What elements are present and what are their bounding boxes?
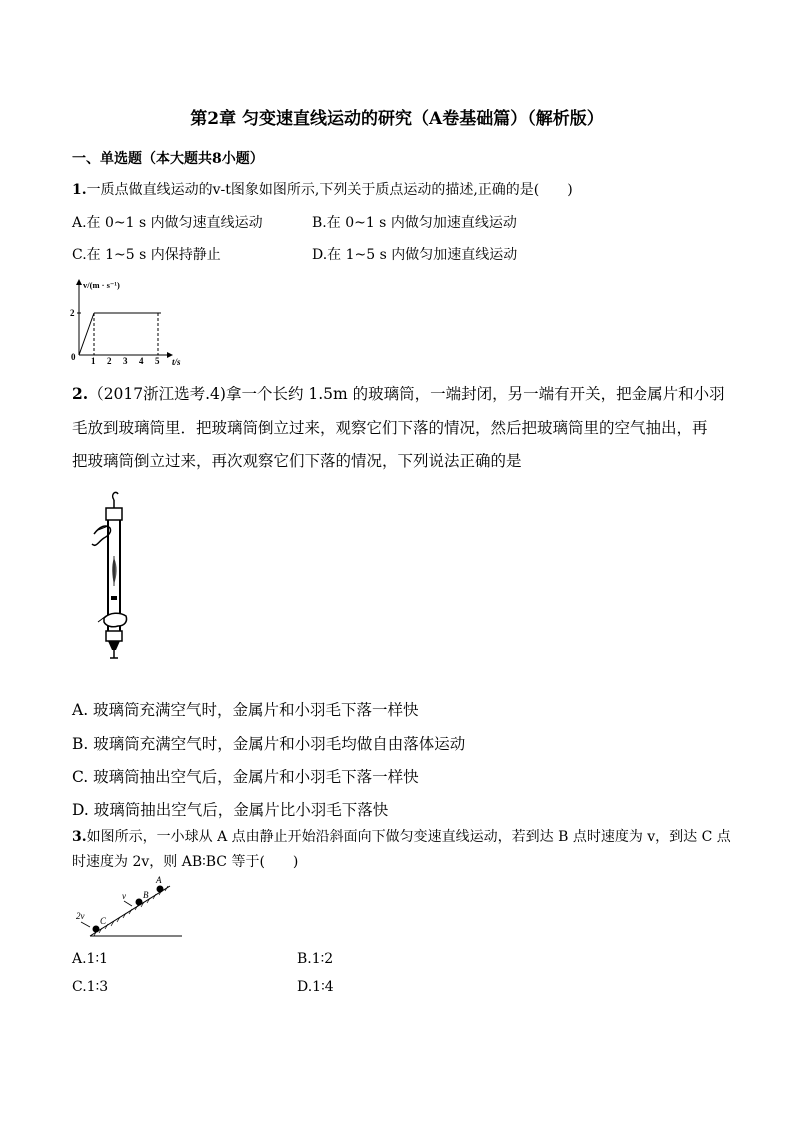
- graph-origin: 0: [71, 352, 76, 362]
- xtick-4: 4: [139, 356, 144, 366]
- question-3-number: 3.: [72, 829, 87, 845]
- label-2v: 2v: [76, 911, 85, 921]
- label-v: v: [122, 891, 126, 901]
- graph-ytick-2: 2: [70, 308, 75, 318]
- arrow-2v: [81, 922, 90, 927]
- q2-option-a[interactable]: A. 玻璃筒充满空气时，金属片和小羽毛下落一样快: [72, 701, 419, 719]
- ball-b: [136, 899, 143, 906]
- label-c: C: [100, 916, 107, 926]
- section-heading: 一、单选题（本大题共8小题）: [72, 151, 264, 167]
- ball-c: [93, 926, 100, 933]
- q1-option-a[interactable]: A.在 0~1 s 内做匀速直线运动: [72, 215, 263, 231]
- label-a: A: [156, 875, 162, 885]
- xtick-2: 2: [107, 356, 112, 366]
- arrow-v: [124, 901, 132, 906]
- question-1-number: 1.: [72, 182, 87, 198]
- question-2-line-1: 2.（2017浙江选考.4)拿一个长约 1.5m 的玻璃筒，一端封闭，另一端有开关，把金属片和小羽: [72, 384, 725, 403]
- q2-option-d[interactable]: D. 玻璃筒抽出空气后，金属片比小羽毛下落快: [72, 801, 389, 819]
- question-3-line-2: 时速度为 2v，则 AB∶BC 等于( ): [72, 854, 299, 870]
- question-3-line-1: 3.如图所示，一小球从 A 点由静止开始沿斜面向下做匀变速直线运动，若到达 B 点时速度为 v，到达 C 点: [72, 829, 731, 845]
- q1-vt-graph: [68, 276, 198, 368]
- graph-ylabel: v/(m · s⁻¹): [83, 280, 120, 290]
- q3-option-b[interactable]: B.1∶2: [297, 951, 334, 967]
- question-1-stem: [72, 179, 573, 199]
- q2-glass-tube-figure: [84, 486, 144, 666]
- xtick-5: 5: [155, 356, 160, 366]
- question-2-line-2: 毛放到玻璃筒里．把玻璃筒倒立过来，观察它们下落的情况，然后把玻璃筒里的空气抽出，再: [72, 419, 708, 437]
- question-2-number: 2.: [72, 384, 89, 403]
- q1-option-b[interactable]: B.在 0~1 s 内做匀加速直线运动: [312, 215, 517, 231]
- xtick-3: 3: [123, 356, 128, 366]
- q3-option-c[interactable]: C.1∶3: [72, 979, 109, 995]
- vt-line-ramp: [79, 313, 94, 355]
- question-2-line-3: 把玻璃筒倒立过来，再次观察它们下落的情况，下列说法正确的是: [72, 452, 522, 470]
- label-b: B: [143, 890, 149, 900]
- graph-xlabel: t/s: [172, 357, 181, 367]
- page-title: 第2章 匀变速直线运动的研究（A卷基础篇）（解析版）: [190, 109, 604, 129]
- q2-option-c[interactable]: C. 玻璃筒抽出空气后，金属片和小羽毛下落一样快: [72, 768, 419, 786]
- q2-option-b[interactable]: B. 玻璃筒充满空气时，金属片和小羽毛均做自由落体运动: [72, 735, 466, 753]
- ball-a: [157, 886, 164, 893]
- q1-option-c[interactable]: C.在 1~5 s 内保持静止: [72, 247, 221, 263]
- xtick-1: 1: [91, 356, 96, 366]
- q3-option-a[interactable]: A.1∶1: [72, 951, 109, 967]
- q3-incline-figure: [72, 872, 184, 940]
- q1-option-d[interactable]: D.在 1~5 s 内做匀加速直线运动: [312, 247, 518, 263]
- q3-option-d[interactable]: D.1∶4: [297, 979, 334, 995]
- question-1-text: 一质点做直线运动的v-t图象如图所示,下列关于质点运动的描述,正确的是( ): [86, 182, 573, 198]
